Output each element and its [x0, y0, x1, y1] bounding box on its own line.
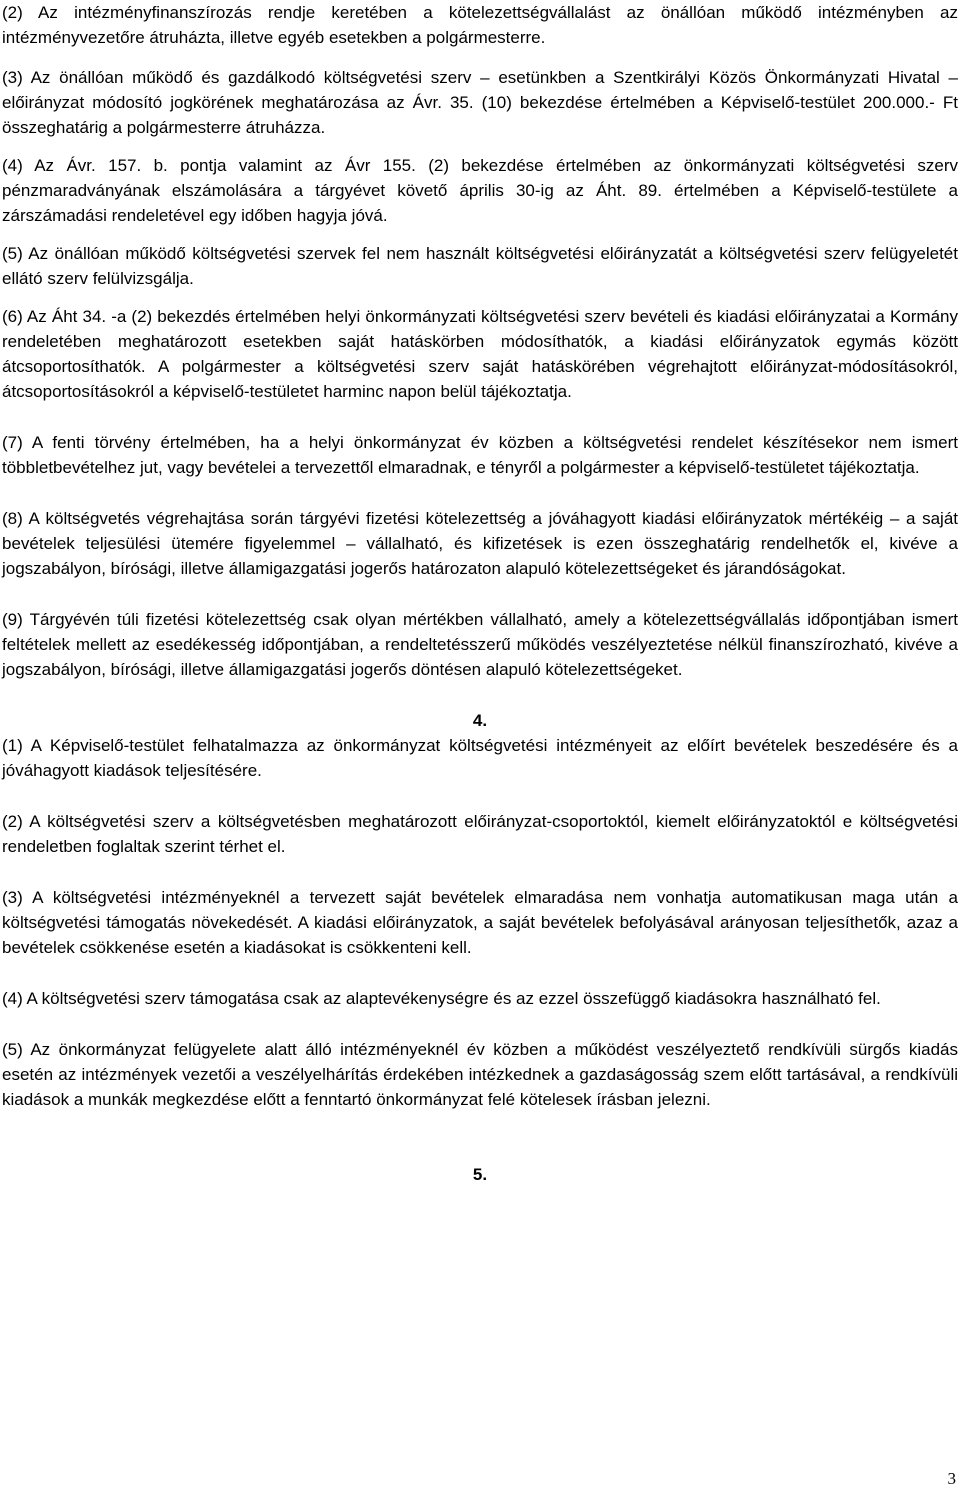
paragraph-5: (5) Az önállóan működő költségvetési szervek fel nem használt költségvetési előirányzatát a költségvetési szerv felügyeletét ellátó szerv felülvizsgálja. — [2, 244, 958, 288]
paragraph-8: (8) A költségvetés végrehajtása során tárgyévi fizetési kötelezettség a jóváhagyott kiadási előirányzatok mértékéig – a saját bevételek teljesülési ütemére figyelemmel – vállalható, és kifizetések is ezen összeghatárig rendelhetők el, kivéve a jogszabályon, bírósági, illetve államigazgatási jogerős határozaton alapuló kötelezettségeket és járandóságokat. — [2, 509, 958, 578]
section-heading-4 — [2, 708, 958, 733]
section-4-paragraph-1: (1) A Képviselő-testület felhatalmazza az önkormányzat költségvetési intézményeit az előírt bevételek beszedésére és a jóváhagyott kiadások teljesítésére. — [2, 736, 958, 780]
paragraph-6: (6) Az Áht 34. -a (2) bekezdés értelmében helyi önkormányzati költségvetési szerv bevételi és kiadási előirányzatai a Kormány rendeletében meghatározott esetekben saját hatáskörben módosíthatók, a kiadási előirányzatok egymás között átcsoportosíthatók. A polgármester a költségvetési szerv saját hatáskörében végrehajtott előirányzat-módosításokról, átcsoportosításokról a képviselő-testületet harminc napon belül tájékoztatja. — [2, 307, 958, 401]
paragraph-3: (3) Az önállóan működő és gazdálkodó költségvetési szerv – esetünkben a Szentkirályi Közös Önkormányzati Hivatal – előirányzat módosító jogkörének meghatározása az Ávr. 35. (10) bekezdése értelmében a Képviselő-testület 200.000.- Ft összeghatárig a polgármesterre átruházza. — [2, 68, 958, 137]
section-heading-5 — [2, 1162, 958, 1187]
section-5-number: 5. — [472, 1165, 488, 1184]
section-4-paragraph-5: (5) Az önkormányzat felügyelete alatt álló intézményeknél év közben a működést veszélyeztető rendkívüli sürgős kiadás esetén az intézmények vezetői a veszélyelhárítás érdekében intézkednek a gazdaságosság szem előtt tartásával, a rendkívüli kiadások a munkák megkezdése előtt a fenntartó önkormányzat felé kötelesek írásban jelezni. — [2, 1040, 958, 1109]
section-4-paragraph-4: (4) A költségvetési szerv támogatása csak az alaptevékenységre és az ezzel összefüggő kiadásokra használható fel. — [2, 989, 881, 1008]
paragraph-7: (7) A fenti törvény értelmében, ha a helyi önkormányzat év közben a költségvetési rendelet készítésekor nem ismert többletbevételhez jut, vagy bevételei a tervezettől elmaradnak, e tényről a polgármester a képviselő-testületet tájékoztatja. — [2, 433, 958, 477]
paragraph-2: (2) Az intézményfinanszírozás rendje keretében a kötelezettségvállalást az önállóan működő intézményben az intézményvezetőre átruházta, illetve egyéb esetekben a polgármesterre. — [2, 3, 958, 47]
paragraph-4: (4) Az Ávr. 157. b. pontja valamint az Ávr 155. (2) bekezdése értelmében az önkormányzati költségvetési szerv pénzmaradványának elszámolására a tárgyévet követő április 30-ig az Áht. 89. értelmében a Képviselő-testülete a zárszámadási rendeletével egy időben hagyja jóvá. — [2, 156, 958, 225]
section-4-paragraph-3: (3) A költségvetési intézményeknél a tervezett saját bevételek elmaradása nem vonhatja automatikusan maga után a költségvetési támogatás növekedését. A kiadási előirányzatok, a saját bevételek befolyásával arányosan teljesíthetők, azaz a bevételek csökkenése esetén a kiadásokat is csökkenteni kell. — [2, 888, 958, 957]
page-number: 3 — [947, 1469, 956, 1488]
paragraph-9: (9) Tárgyévén túli fizetési kötelezettség csak olyan mértékben vállalható, amely a kötelezettségvállalás időpontjában ismert feltételek mellett az esedékesség időpontjában, a rendeltetésszerű működés veszélyeztetése nélkül finanszírozható, kivéve a jogszabályon, bírósági, illetve államigazgatási jogerős döntésen alapuló kötelezettségeket. — [2, 610, 958, 679]
section-4-number: 4. — [472, 711, 488, 730]
section-4-paragraph-2: (2) A költségvetési szerv a költségvetésben meghatározott előirányzat-csoportoktól, kiemelt előirányzatoktól e költségvetési rendeletben foglaltak szerint térhet el. — [2, 812, 958, 856]
